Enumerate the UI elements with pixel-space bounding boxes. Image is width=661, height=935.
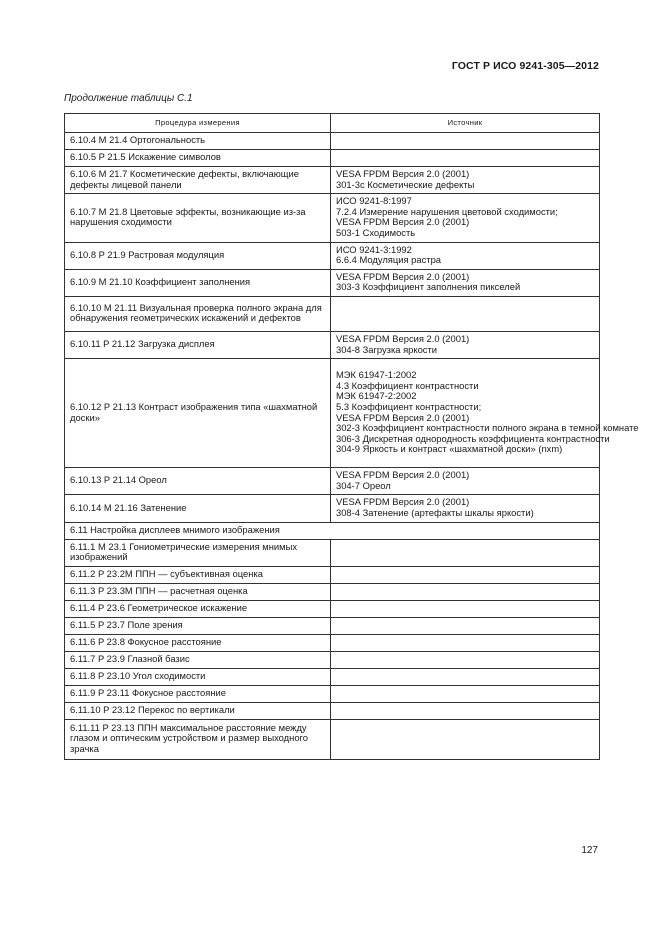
table-body (65, 133, 639, 760)
procedure-cell: 6.10.7 M 21.8 Цветовые эффекты, возникающие из-за нарушения сходимости (65, 194, 331, 242)
source-cell (331, 495, 600, 522)
source-line: 5.3 Коэффициент контрастности; (336, 401, 482, 413)
source-line: VESA FPDM Версия 2.0 (2001) (336, 168, 470, 179)
table-row (65, 242, 600, 269)
source-line: 302-3 Коэффициент контрастности полного экрана в темной комнате (336, 422, 639, 434)
procedure-cell: 6.10.8 P 21.9 Растровая модуляция (65, 242, 331, 269)
table-row (65, 539, 600, 566)
source-line: ИСО 9241-3:1992 (336, 243, 412, 255)
source-cell (331, 583, 600, 600)
procedure-cell: 6.10.12 P 21.13 Контраст изображения типа «шахматной доски» (65, 359, 331, 468)
source-cell (331, 566, 600, 583)
table-row (65, 468, 600, 495)
source-line: 303-3 Коэффициент заполнения пикселей (336, 281, 521, 293)
table-row (65, 269, 600, 296)
procedure-cell: 6.11.8 P 23.10 Угол сходимости (65, 668, 331, 685)
table-row (65, 133, 600, 150)
source-line: 308-4 Затенение (артефакты шкалы яркости) (336, 506, 534, 518)
source-cell (331, 194, 600, 242)
procedure-cell: 6.11.7 P 23.9 Глазной базис (65, 651, 331, 668)
document-standard-code: ГОСТ Р ИСО 9241-305—2012 (451, 60, 599, 72)
table-row (65, 359, 600, 468)
table-row (65, 583, 600, 600)
source-line: VESA FPDM Версия 2.0 (2001) (336, 496, 470, 508)
source-cell (331, 269, 600, 296)
table-row (65, 634, 600, 651)
source-line: 306-3 Дискретная однородность коэффициента контрастности (336, 432, 610, 444)
page-number: 127 (581, 845, 598, 856)
table-row (65, 702, 600, 719)
table-section-row (65, 522, 600, 539)
procedure-cell: 6.11.10 P 23.12 Перекос по вертикали (65, 702, 331, 719)
procedure-cell: 6.10.10 M 21.11 Визуальная проверка полного экрана для обнаружения геометрических искажений и дефектов (65, 296, 331, 331)
table-row (65, 495, 600, 522)
source-cell (331, 167, 600, 194)
table-header-row (65, 114, 600, 133)
source-cell (331, 685, 600, 702)
procedure-cell: 6.11.5 P 23.7 Поле зрения (65, 617, 331, 634)
source-cell (331, 634, 600, 651)
source-line: VESA FPDM Версия 2.0 (2001) (336, 411, 470, 423)
table-row (65, 600, 600, 617)
table-row (65, 651, 600, 668)
column-header-source: Источник (331, 114, 600, 133)
table-row (65, 685, 600, 702)
table-row (65, 194, 600, 242)
source-line: МЭК 61947-1:2002 (336, 369, 417, 381)
table-row (65, 331, 600, 358)
procedure-cell: 6.11.1 M 23.1 Гониометрические измерения мнимых изображений (65, 539, 331, 566)
source-cell (331, 600, 600, 617)
source-cell (331, 651, 600, 668)
procedure-cell: 6.10.13 P 21.14 Ореол (65, 468, 331, 495)
source-line: VESA FPDM Версия 2.0 (2001) (336, 270, 470, 282)
source-cell (331, 150, 600, 167)
source-cell (331, 719, 600, 759)
procedure-cell: 6.10.4 M 21.4 Ортогональность (65, 133, 331, 150)
procedure-cell: 6.10.6 M 21.7 Косметические дефекты, включающие дефекты лицевой панели (65, 167, 331, 194)
table-row (65, 719, 600, 759)
procedure-cell: 6.10.14 M 21.16 Затенение (65, 495, 331, 522)
source-line: 6.6.4 Модуляция растра (336, 254, 442, 266)
table-row (65, 566, 600, 583)
source-line: VESA FPDM Версия 2.0 (2001) (336, 469, 470, 481)
column-header-procedure: Процедура измерения (65, 114, 331, 133)
source-line: VESA FPDM Версия 2.0 (2001) (336, 332, 470, 344)
procedure-cell: 6.10.11 P 21.12 Загрузка дисплея (65, 331, 331, 358)
table-row (65, 668, 600, 685)
source-line: 301-3c Косметические дефекты (336, 178, 475, 190)
source-cell (331, 468, 600, 495)
procedure-cell: 6.11.11 P 23.13 ППН максимальное расстояние между глазом и оптическим устройством и размер выходного зрачка (65, 719, 331, 759)
source-line: 304-8 Загрузка яркости (336, 343, 438, 355)
table-row (65, 617, 600, 634)
source-cell (331, 296, 600, 331)
procedure-cell: 6.11.6 P 23.8 Фокусное расстояние (65, 634, 331, 651)
source-cell (331, 668, 600, 685)
source-cell (331, 702, 600, 719)
source-cell (331, 359, 639, 468)
source-cell (331, 331, 600, 358)
measurement-sources-table (64, 113, 639, 760)
source-line: ИСО 9241-8:1997 (336, 195, 412, 207)
procedure-cell: 6.10.5 P 21.5 Искажение символов (65, 150, 331, 167)
table-row (65, 296, 600, 331)
source-line: МЭК 61947-2:2002 (336, 390, 417, 402)
source-cell (331, 133, 600, 150)
source-line: 503-1 Сходимость (336, 226, 416, 238)
source-line: 304-7 Ореол (336, 479, 391, 491)
source-line: VESA FPDM Версия 2.0 (2001) (336, 216, 470, 228)
procedure-cell: 6.11.2 P 23.2M ППН — субъективная оценка (65, 566, 331, 583)
procedure-cell: 6.11.9 P 23.11 Фокусное расстояние (65, 685, 331, 702)
source-cell (331, 617, 600, 634)
source-line: 7.2.4 Измерение нарушения цветовой сходимости; (336, 205, 558, 217)
source-line: 304-9 Яркость и контраст «шахматной доски» (nxm) (336, 443, 563, 455)
table-row (65, 167, 600, 194)
source-cell (331, 242, 600, 269)
source-line: 4.3 Коэффициент контрастности (336, 379, 479, 391)
procedure-cell: 6.11.3 P 23.3M ППН — расчетная оценка (65, 583, 331, 600)
table-row (65, 150, 600, 167)
procedure-cell: 6.10.9 M 21.10 Коэффициент заполнения (65, 269, 331, 296)
procedure-cell: 6.11.4 P 23.6 Геометрическое искажение (65, 600, 331, 617)
source-cell (331, 539, 600, 566)
section-title-cell: 6.11 Настройка дисплеев мнимого изображения (65, 522, 600, 539)
table-caption: Продолжение таблицы С.1 (64, 93, 193, 104)
